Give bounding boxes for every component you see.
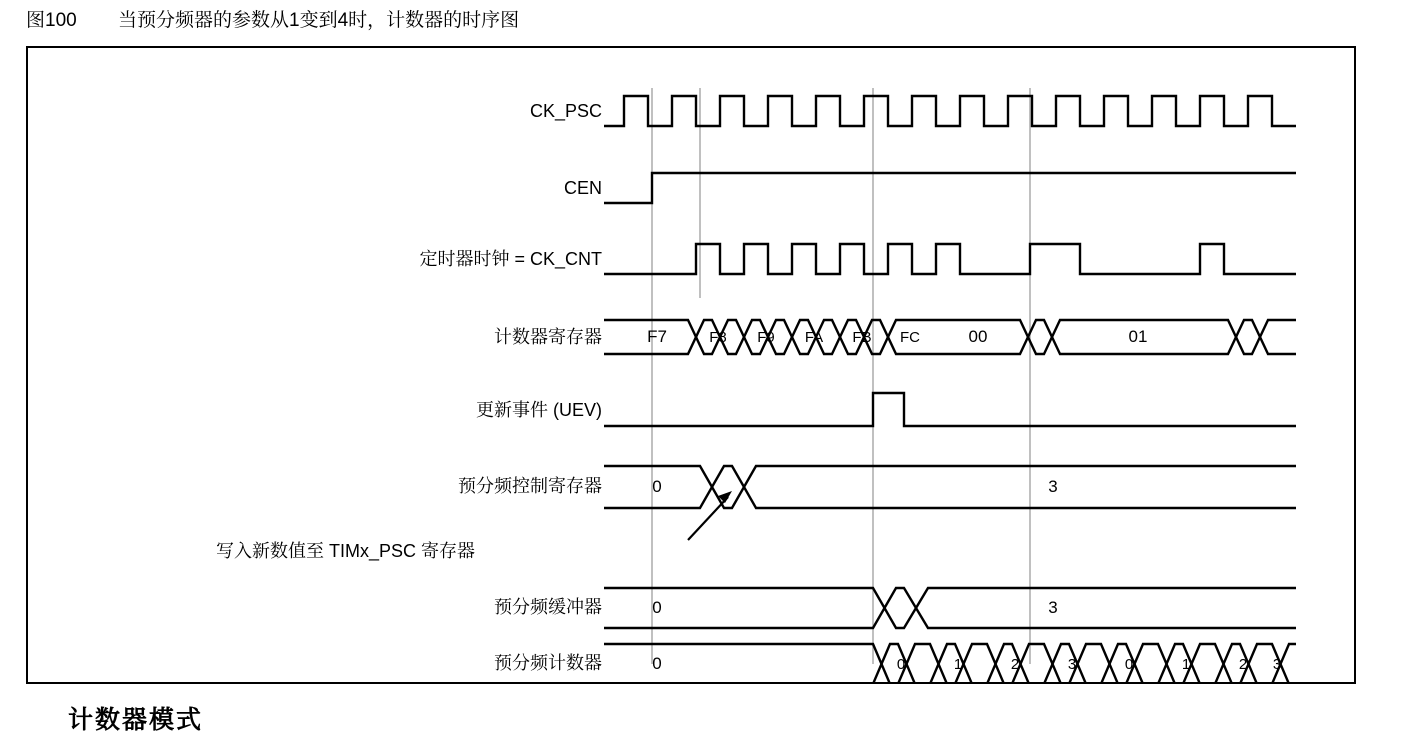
wave-uev [604,393,1296,426]
counter-value-fa: FA [804,329,824,346]
psc-buffer-value-3: 3 [1048,598,1058,617]
write-annotation-arrow [688,491,732,540]
counter-value-f7: F7 [647,327,667,346]
row-label-psc-buffer: 预分频缓冲器 [494,597,602,617]
wave-psc-control-register [604,466,1296,508]
row-label-ck-cnt: 定时器时钟 = CK_CNT [419,249,602,269]
row-label-psc-counter: 预分频计数器 [494,653,602,673]
wave-ck-psc [604,96,1296,126]
wave-ck-cnt [604,244,1296,274]
figure-number: 图100 [26,10,77,31]
counter-value-f8: F8 [709,329,727,346]
row-label-counter-register: 计数器寄存器 [494,327,602,347]
row-label-psc-control-register: 预分频控制寄存器 [458,476,602,496]
psc-counter-value-b1: 1 [1181,656,1191,673]
psc-control-value-0: 0 [652,477,662,496]
psc-buffer-value-0: 0 [652,598,662,617]
counter-value-fc: FC [900,329,920,346]
psc-counter-value-a0: 0 [896,656,906,673]
counter-value-f9: F9 [757,329,775,346]
wave-cen [604,173,1296,203]
write-psc-annotation: 写入新数值至 TIMx_PSC 寄存器 [216,541,476,561]
counter-value-01: 01 [1128,327,1148,346]
row-label-cen: CEN [563,178,602,198]
psc-counter-value-a3: 3 [1067,656,1077,673]
psc-counter-value-a1: 1 [953,656,963,673]
timing-diagram-svg [28,48,1354,682]
psc-counter-value-0: 0 [652,654,662,673]
psc-counter-value-b2: 2 [1238,656,1248,673]
row-label-ck-psc: CK_PSC [529,101,602,121]
counter-value-fb: FB [852,329,872,346]
section-heading: 计数器模式 [68,706,204,734]
psc-counter-value-b0: 0 [1124,656,1134,673]
figure-caption-text: 当预分频器的参数从1变到4时，计数器的时序图 [118,10,520,31]
row-label-uev: 更新事件 (UEV) [476,400,602,420]
figure-caption [26,8,519,34]
psc-control-value-3: 3 [1048,477,1058,496]
timing-diagram-figure [26,46,1356,684]
psc-counter-value-a2: 2 [1010,656,1020,673]
counter-value-00: 00 [968,327,988,346]
wave-psc-buffer [604,588,1296,628]
psc-counter-value-b3: 3 [1272,656,1282,673]
